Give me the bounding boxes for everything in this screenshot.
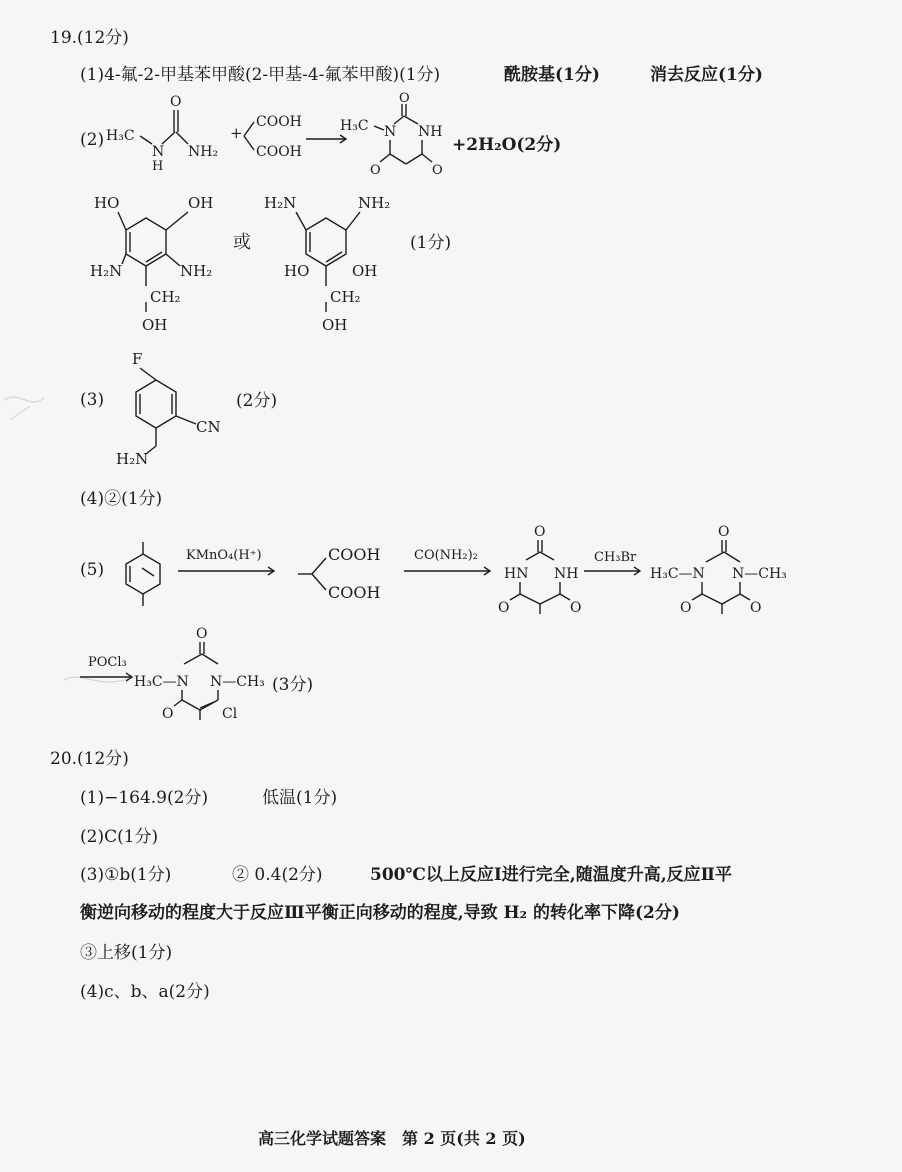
isomer1-structure: [90, 190, 240, 340]
q20-part3-d: 衡逆向移动的程度大于反应Ⅲ平衡正向移动的程度,导致 H₂ 的转化率下降(2分): [80, 903, 680, 923]
n-ch3-left: H₃C—N: [650, 566, 705, 582]
o-right: O: [570, 600, 582, 616]
q20-part3-a: (3)①b(1分): [80, 865, 172, 885]
o-top: O: [196, 626, 208, 642]
reagent-ch3br: CH₃Br: [594, 550, 637, 565]
ch2-text: CH₂: [150, 288, 181, 306]
o-top: O: [718, 524, 730, 540]
h-text: H: [152, 159, 164, 174]
q19-heading: 19.(12分): [50, 28, 129, 48]
q20-part3-b: ② 0.4(2分): [232, 865, 323, 885]
oh-bottom: OH: [322, 316, 348, 334]
o-left: O: [370, 163, 381, 178]
nh-text: NH: [418, 124, 443, 140]
q19-part1-answer: (1)4-氟-2-甲基苯甲酸(2-甲基-4-氟苯甲酸)(1分): [80, 65, 441, 85]
scan-artifact: [0, 360, 60, 440]
oh-right: OH: [352, 262, 378, 280]
scan-artifact: [60, 660, 140, 700]
methylmalonic-acid-structure: [296, 536, 396, 606]
ho-left: HO: [94, 194, 120, 212]
o-top: O: [399, 91, 410, 106]
q20-heading: 20.(12分): [50, 749, 129, 769]
ch3-text: H₃C: [340, 118, 369, 134]
o-right: O: [432, 163, 443, 178]
or-text: 或: [233, 232, 251, 253]
isomer2-structure: [260, 190, 410, 340]
q20-part4-answer: (4)c、b、a(2分): [80, 982, 210, 1002]
arrow-1: [178, 566, 278, 576]
page-footer: 高三化学试题答案 第 2 页(共 2 页): [258, 1129, 526, 1148]
cooh-top: COOH: [256, 114, 302, 130]
trimethylbarbituric-ring: [650, 524, 800, 614]
ho-left: HO: [284, 262, 310, 280]
o-left: O: [680, 600, 692, 616]
cl-text: Cl: [222, 706, 238, 722]
reagent-pocl3: POCl₃: [88, 655, 127, 670]
reagent-urea: CO(NH₂)₂: [414, 548, 478, 563]
n-ch3-left: H₃C—N: [134, 674, 189, 690]
q20-part1-answer: (1)−164.9(2分): [80, 788, 209, 808]
cooh-bottom: COOH: [256, 144, 302, 160]
h2n-left: H₂N: [264, 194, 297, 212]
malonic-acid-structure: [242, 106, 312, 166]
q19-part2-isomer-score: (1分): [410, 233, 452, 253]
q19-part5-score: (3分): [272, 675, 314, 695]
q19-part3-label: (3): [80, 390, 105, 410]
methylurea-structure: [100, 94, 230, 180]
h2n-text: H₂N: [116, 450, 149, 468]
nh2-right: NH₂: [180, 262, 213, 280]
o-left: O: [162, 706, 174, 722]
h2n-left: H₂N: [90, 262, 123, 280]
q20-part3-e: ③上移(1分): [80, 943, 173, 963]
chloro-uracil-ring: [134, 626, 284, 726]
o-top: O: [534, 524, 546, 540]
o-text: O: [170, 94, 182, 110]
q19-part2-label: (2): [80, 130, 105, 150]
f-text: F: [132, 350, 143, 368]
reagent-kmno4: KMnO₄(H⁺): [186, 548, 262, 563]
p-xylene-structure: [118, 540, 168, 620]
nh-text: NH: [554, 566, 579, 582]
q20-part1-extra: 低温(1分): [262, 788, 338, 808]
n-text: N: [384, 124, 397, 140]
q19-part5-label: (5): [80, 560, 105, 580]
plus-sign: +: [230, 124, 243, 142]
q19-part2-tail: +2H₂O(2分): [452, 135, 562, 155]
fluoro-benzonitrile-structure: [110, 350, 240, 470]
hn-text: HN: [504, 566, 529, 582]
q19-part1-group: 酰胺基(1分): [504, 65, 600, 85]
n-text: N: [152, 144, 165, 160]
cooh-bottom: COOH: [328, 583, 381, 602]
ch3-text: H₃C: [106, 128, 135, 144]
nh2-right: NH₂: [358, 194, 391, 212]
ch2-text: CH₂: [330, 288, 361, 306]
cooh-top: COOH: [328, 545, 381, 564]
methylbarbituric-ring: [498, 524, 588, 614]
o-right: O: [750, 600, 762, 616]
oh-right: OH: [188, 194, 214, 212]
n-ch3-right: N—CH₃: [210, 674, 265, 690]
q20-part3-c: 500℃以上反应Ⅰ进行完全,随温度升高,反应Ⅱ平: [370, 865, 732, 885]
n-ch3-right: N—CH₃: [732, 566, 787, 582]
q20-part2-answer: (2)C(1分): [80, 827, 159, 847]
arrow-3: [584, 566, 644, 576]
nh2-text: NH₂: [188, 144, 219, 160]
q19-part1-reaction: 消去反应(1分): [650, 65, 763, 85]
q19-part3-score: (2分): [236, 391, 278, 411]
arrow-2: [404, 566, 494, 576]
methylbarbituric-structure: [340, 92, 460, 182]
cn-text: CN: [196, 418, 221, 436]
oh-bottom: OH: [142, 316, 168, 334]
q19-part4-answer: (4)②(1分): [80, 489, 163, 509]
o-left: O: [498, 600, 510, 616]
